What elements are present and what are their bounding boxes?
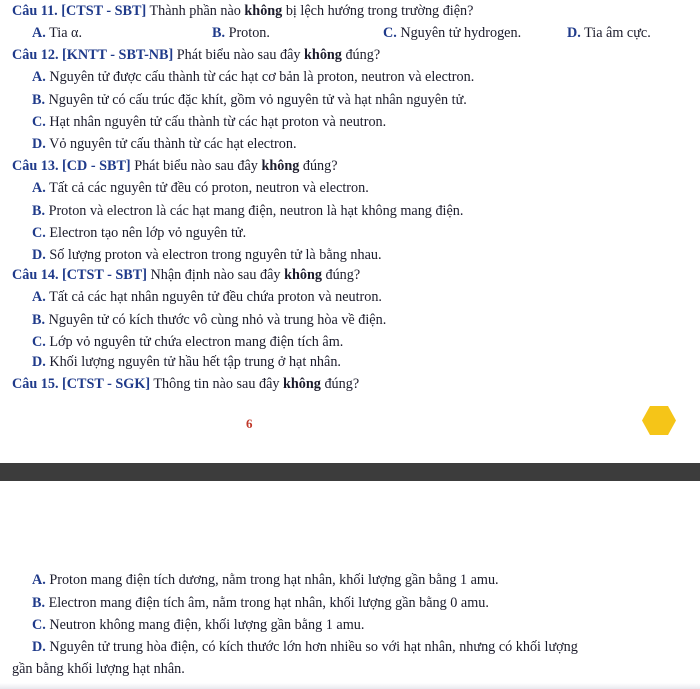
question-14-text: Nhận định nào sau đây	[146, 267, 285, 283]
option-c: C. Lớp vỏ nguyên tử chứa electron mang điện tích âm.	[32, 334, 344, 350]
option-d: D. Số lượng proton và electron trong nguyên tử là bằng nhau.	[32, 247, 382, 263]
option-b: B. Proton.	[212, 25, 270, 41]
question-15	[12, 375, 359, 393]
option-d: D. Vỏ nguyên tử cấu thành từ các hạt electron.	[32, 136, 297, 152]
cut-off-edge	[0, 683, 700, 689]
question-11-title: Câu 11. [CTST - SBT]	[12, 3, 147, 19]
question-13-emphasis: không	[261, 158, 300, 174]
question-14-emphasis: không	[284, 267, 322, 283]
question-14	[12, 266, 360, 284]
option-b: B. Electron mang điện tích âm, nằm trong hạt nhân, khối lượng gần bằng 0 amu.	[32, 595, 489, 611]
option-d: D. Nguyên tử trung hòa điện, có kích thước lớn hơn nhiều so với hạt nhân, nhưng có khối lượng	[32, 639, 578, 655]
question-11-emphasis: không	[244, 3, 283, 19]
question-13-title: Câu 13. [CD - SBT]	[12, 158, 131, 174]
option-a: A. Tia α.	[32, 25, 83, 41]
option-d: D. Tia âm cực.	[567, 25, 651, 41]
question-15-text-after: đúng?	[320, 376, 360, 392]
option-a: A. Tất cả các nguyên tử đều có proton, neutron và electron.	[32, 180, 369, 196]
question-15-text: Thông tin nào sau đây	[150, 376, 284, 392]
question-11-text-after: bị lệch hướng trong trường điện?	[282, 3, 474, 19]
option-d-continuation: gần bằng khối lượng hạt nhân.	[12, 661, 185, 677]
option-a: A. Proton mang điện tích dương, nằm trong hạt nhân, khối lượng gần bằng 1 amu.	[32, 572, 499, 588]
option-d: D. Khối lượng nguyên tử hầu hết tập trung ở hạt nhân.	[32, 354, 341, 370]
question-15-emphasis: không	[283, 376, 321, 392]
question-12-emphasis: không	[304, 47, 342, 63]
option-b: B. Nguyên tử có kích thước vô cùng nhỏ và trung hòa về điện.	[32, 312, 387, 328]
question-11	[12, 2, 473, 20]
option-c: C. Neutron không mang điện, khối lượng gần bằng 1 amu.	[32, 617, 365, 633]
question-13-text: Phát biểu nào sau đây	[130, 158, 262, 174]
question-12	[12, 46, 380, 64]
question-13	[12, 157, 338, 175]
question-12-text: Phát biểu nào sau đây	[173, 47, 305, 63]
question-11-text: Thành phần nào	[146, 3, 245, 19]
option-c: C. Hạt nhân nguyên tử cấu thành từ các hạt proton và neutron.	[32, 114, 387, 130]
question-13-text-after: đúng?	[299, 158, 338, 174]
option-c: C. Electron tạo nên lớp vỏ nguyên tử.	[32, 225, 247, 241]
option-a: A. Tất cả các hạt nhân nguyên tử đều chứa proton và neutron.	[32, 289, 382, 305]
question-12-title: Câu 12. [KNTT - SBT-NB]	[12, 47, 174, 63]
option-c: C. Nguyên tử hydrogen.	[383, 25, 522, 41]
page-break-divider	[0, 463, 700, 481]
option-b: B. Nguyên tử có cấu trúc đặc khít, gồm vỏ nguyên tử và hạt nhân nguyên tử.	[32, 92, 467, 108]
hexagon-icon	[641, 405, 677, 436]
question-14-title: Câu 14. [CTST - SBT]	[12, 267, 147, 283]
question-15-title: Câu 15. [CTST - SGK]	[12, 376, 151, 392]
question-14-text-after: đúng?	[321, 267, 361, 283]
option-b: B. Proton và electron là các hạt mang điện, neutron là hạt không mang điện.	[32, 203, 464, 219]
option-a: A. Nguyên tử được cấu thành từ các hạt cơ bản là proton, neutron và electron.	[32, 69, 475, 85]
page-number: 6	[246, 416, 253, 431]
question-12-text-after: đúng?	[341, 47, 381, 63]
